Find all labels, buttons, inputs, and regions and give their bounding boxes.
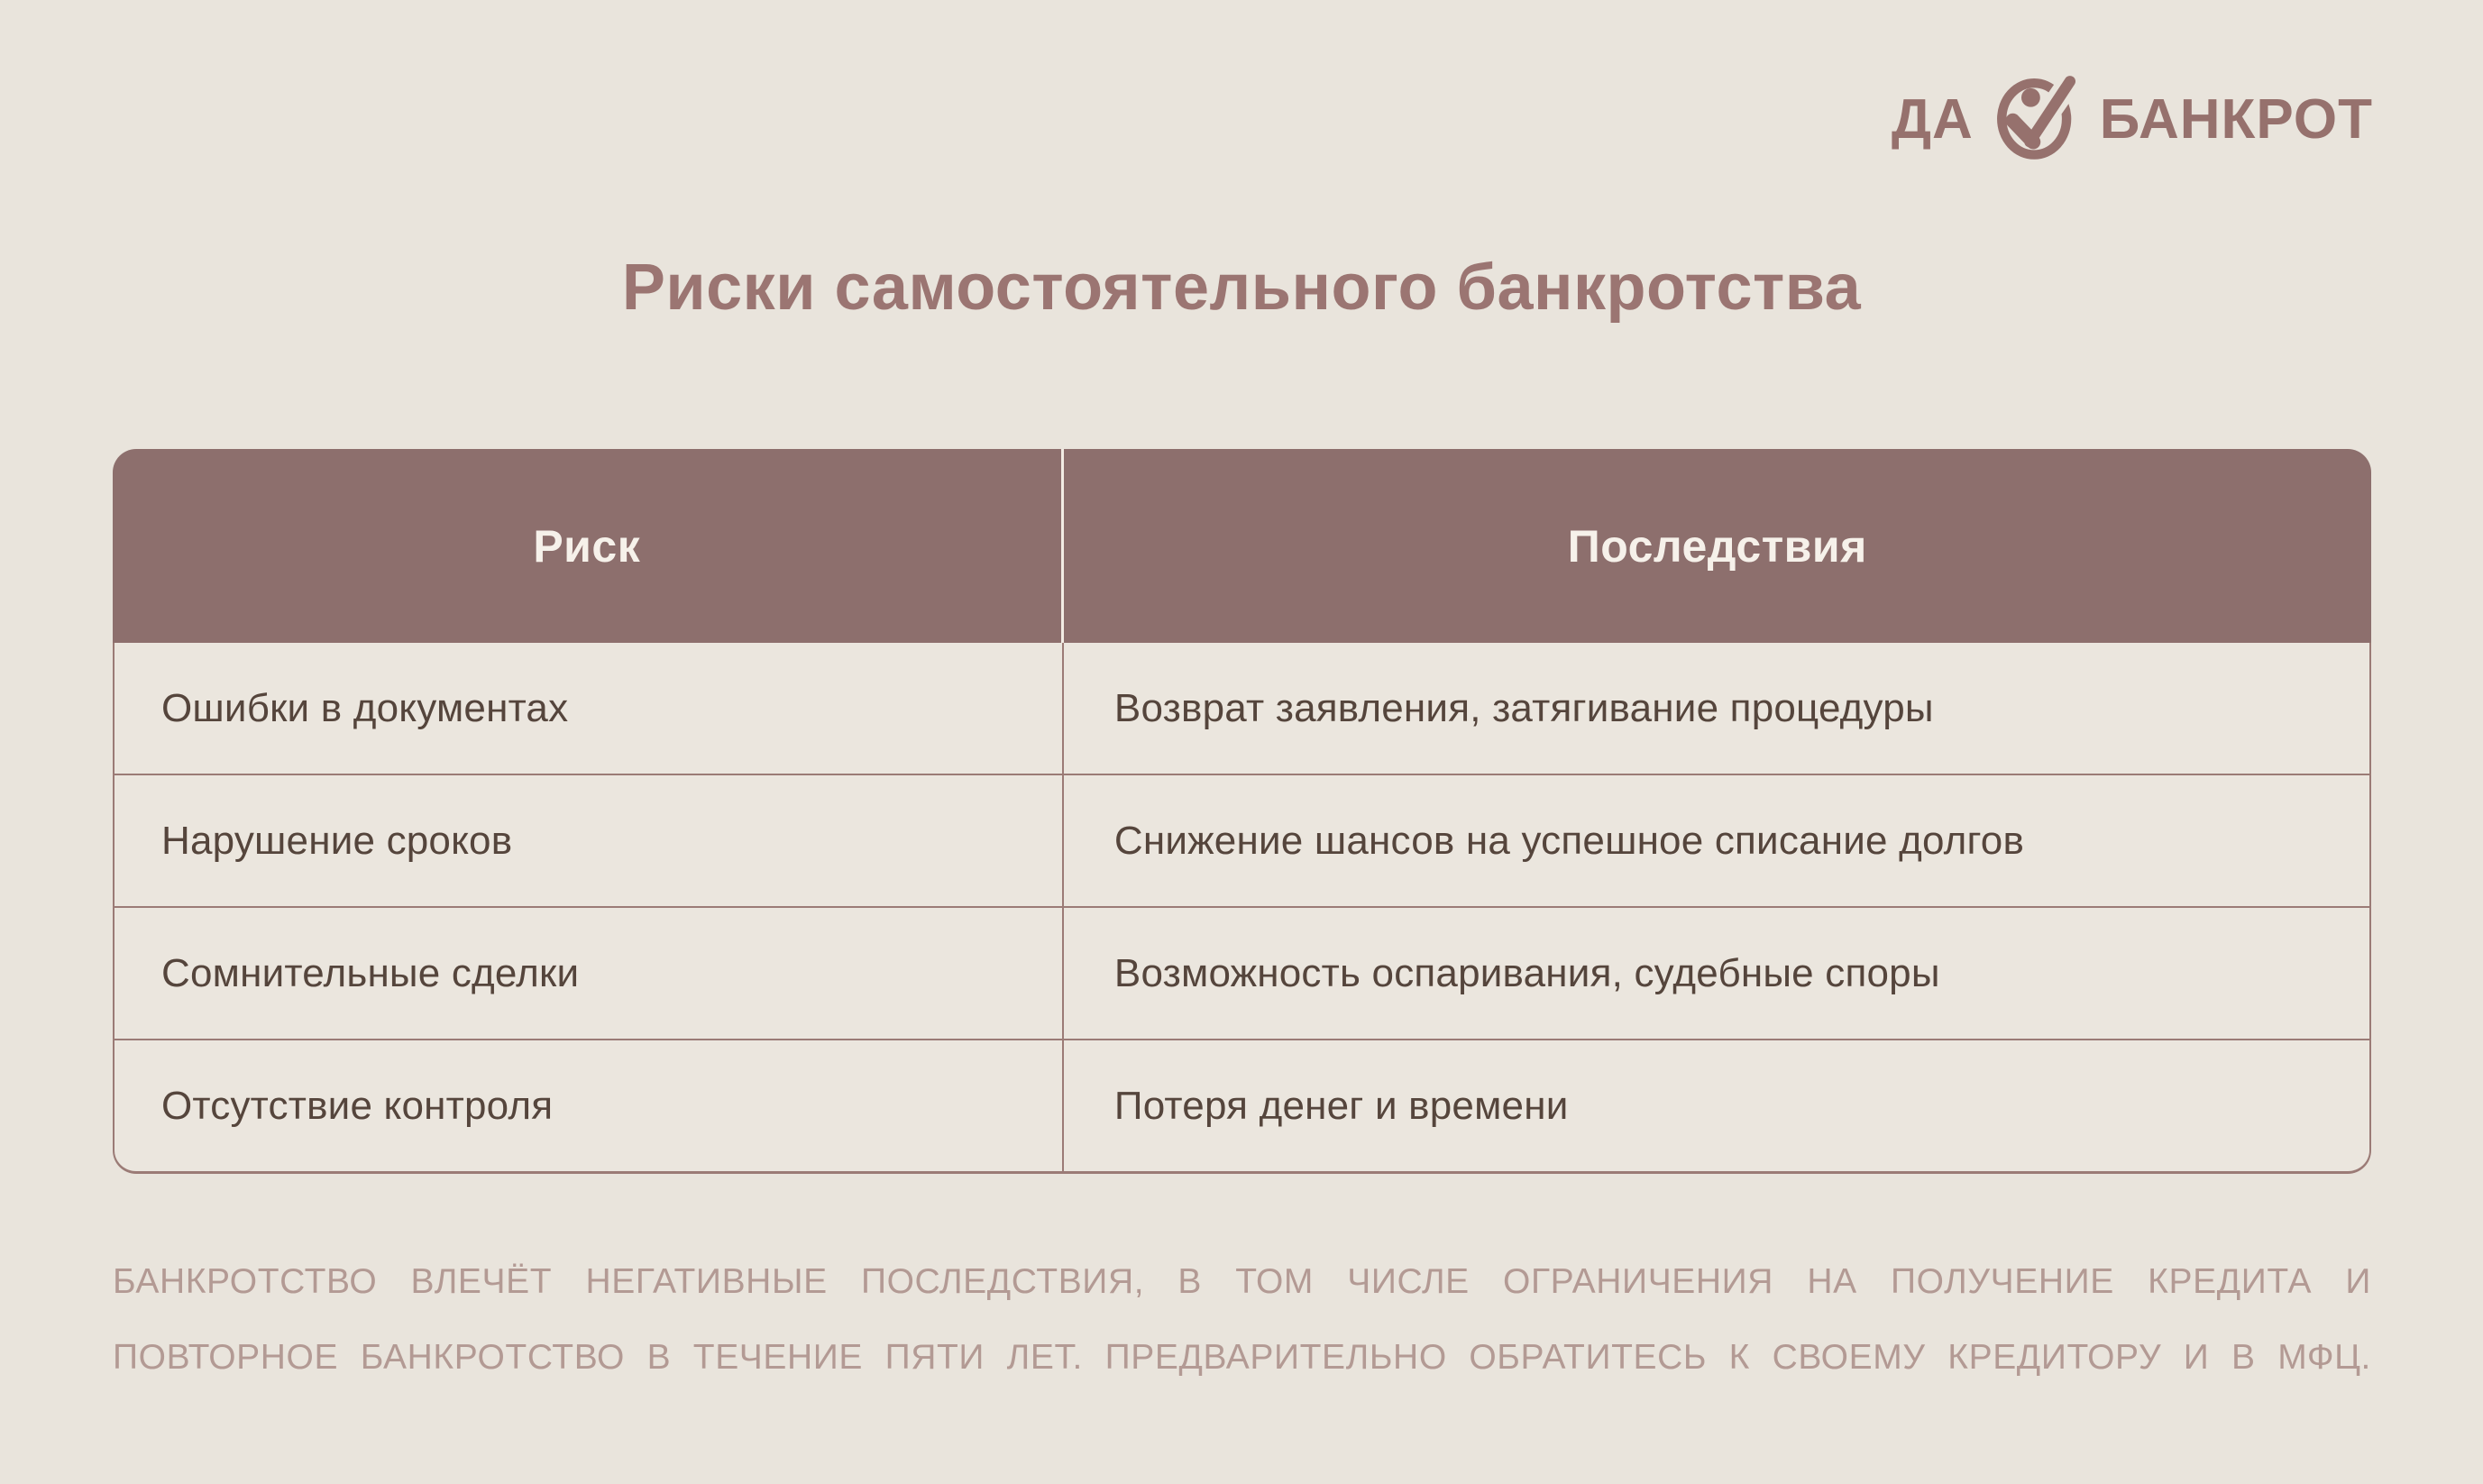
risk-cell: Нарушение сроков xyxy=(115,775,1064,906)
disclaimer-line-2: ПОВТОРНОЕ БАНКРОТСТВО В ТЕЧЕНИЕ ПЯТИ ЛЕТ. ПРЕДВАРИТЕЛЬНО ОБРАТИТЕСЬ К СВОЕМУ КРЕДИТОРУ И В МФЦ. xyxy=(113,1338,2371,1377)
table-row xyxy=(115,906,2369,1039)
consequence-cell: Возврат заявления, затягивание процедуры xyxy=(1113,685,1934,730)
table-header-consequences: Последствия xyxy=(1567,520,1867,572)
table-header-risk: Риск xyxy=(113,449,1064,643)
logo-text-bankrot: БАНКРОТ xyxy=(2099,88,2373,151)
table-row xyxy=(115,1039,2369,1171)
risk-cell: Сомнительные сделки xyxy=(115,908,1064,1039)
table-row xyxy=(115,643,2369,774)
disclaimer-line-1: БАНКРОТСТВО ВЛЕЧЁТ НЕГАТИВНЫЕ ПОСЛЕДСТВИЯ, В ТОМ ЧИСЛЕ ОГРАНИЧЕНИЯ НА ПОЛУЧЕНИЕ КРЕДИТА И xyxy=(113,1262,2371,1301)
brand-logo xyxy=(1892,70,2373,164)
risk-cell: Отсутствие контроля xyxy=(115,1040,1064,1171)
consequence-cell: Снижение шансов на успешное списание долгов xyxy=(1113,818,2025,863)
consequence-cell: Возможность оспаривания, судебные споры xyxy=(1113,950,1940,995)
table-header-row xyxy=(113,449,2371,643)
table-body xyxy=(113,643,2371,1174)
check-circle-person-icon xyxy=(1990,70,2084,164)
risk-cell: Ошибки в документах xyxy=(115,643,1064,774)
table-row xyxy=(115,774,2369,906)
page-title: Риски самостоятельного банкротства xyxy=(621,252,1862,324)
risks-table xyxy=(113,449,2371,1174)
logo-text-da: ДА xyxy=(1891,88,1974,151)
disclaimer-text xyxy=(113,1256,2371,1407)
consequence-cell: Потеря денег и времени xyxy=(1113,1083,1569,1128)
